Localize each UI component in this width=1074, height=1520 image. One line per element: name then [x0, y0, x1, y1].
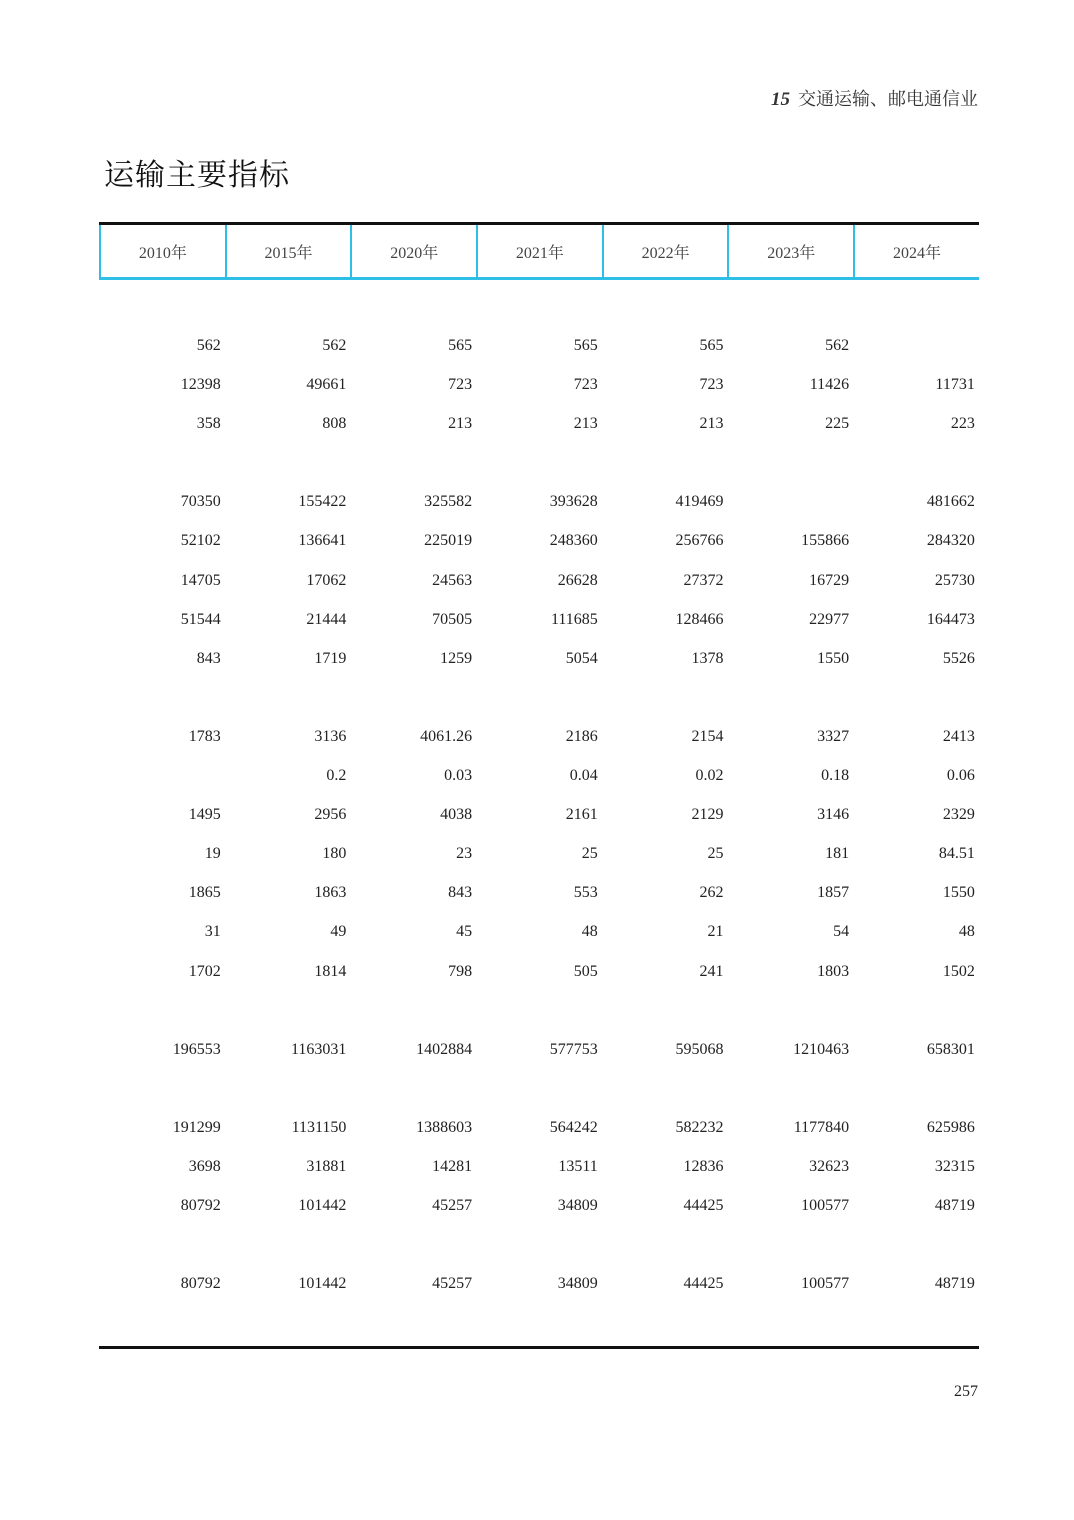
table-cell: 0.2: [326, 767, 347, 785]
table-cell: 481662: [926, 493, 975, 511]
table-cell: 180: [322, 845, 347, 863]
table-row: [99, 756, 979, 795]
table-cell: 44425: [683, 1275, 724, 1293]
table-cell: 1388603: [416, 1118, 473, 1136]
table-cell: 32315: [934, 1157, 975, 1175]
table-row: [99, 521, 979, 560]
table-row: [99, 952, 979, 991]
table-cell: 52102: [180, 532, 221, 550]
table-cell: 1378: [691, 649, 724, 667]
table-cell: 111685: [550, 610, 598, 628]
table-cell: 101442: [298, 1197, 347, 1215]
table-cell: 213: [573, 415, 598, 433]
table-cell: 1502: [942, 962, 975, 980]
table-cell: 0.06: [946, 767, 975, 785]
table-cell: 1702: [188, 962, 221, 980]
chapter-number: 15: [771, 89, 790, 110]
table-cell: 16729: [809, 571, 850, 589]
table-cell: 17062: [306, 571, 347, 589]
table-cell: 1495: [188, 806, 221, 824]
table-cell: 565: [448, 337, 473, 354]
table-cell: 1803: [817, 962, 850, 980]
table-cell: 658301: [926, 1040, 975, 1058]
table-cell: 2329: [942, 806, 975, 824]
table-cell: 1163031: [290, 1040, 347, 1058]
table-cell: 3136: [314, 727, 347, 745]
table-cell: 564242: [549, 1118, 598, 1136]
table-cell: 3327: [817, 727, 850, 745]
table-cell: 2129: [691, 806, 724, 824]
table-cell: 5054: [565, 649, 598, 667]
table-cell: 419469: [675, 493, 724, 511]
table-cell: 1857: [817, 884, 850, 902]
table-cell: 553: [573, 884, 598, 902]
chapter-title: 交通运输、邮电通信业: [798, 89, 978, 110]
table-cell: 3146: [817, 806, 850, 824]
table-cell: 798: [448, 962, 473, 980]
table-cell: 2956: [314, 806, 347, 824]
table-cell: 562: [322, 337, 347, 354]
table-cell: 595068: [675, 1040, 724, 1058]
table-row-spacer: [99, 443, 979, 482]
table-row: [99, 795, 979, 834]
table-cell: 2161: [565, 806, 598, 824]
table-cell: 1259: [440, 649, 473, 667]
table-header: [99, 225, 979, 280]
table-cell: 248360: [549, 532, 598, 550]
table-cell: 562: [196, 337, 221, 354]
table-cell: 582232: [675, 1118, 724, 1136]
table-cell: 213: [699, 415, 724, 433]
table-cell: 100577: [801, 1197, 850, 1215]
table-bottom-rule: [99, 1346, 979, 1349]
table-cell: 12398: [180, 376, 221, 394]
table-cell: 0.03: [444, 767, 473, 785]
table-body: [99, 326, 979, 1303]
table-row: [99, 482, 979, 521]
table-row: [99, 1030, 979, 1069]
table-cell: 80792: [180, 1197, 221, 1215]
table-cell: 31: [204, 923, 221, 941]
table-row: [99, 561, 979, 600]
table-cell: [727, 482, 853, 521]
table-row-spacer: [99, 678, 979, 717]
table-cell: 625986: [926, 1118, 975, 1136]
table-cell: 565: [699, 337, 724, 354]
table-cell: 21: [707, 923, 724, 941]
table-cell: 808: [322, 415, 347, 433]
table-row-spacer: [99, 1225, 979, 1264]
table-cell: 128466: [675, 610, 724, 628]
table-cell: 45257: [432, 1275, 473, 1293]
table-cell: 4061.26: [420, 727, 473, 745]
table-cell: 0.18: [821, 767, 850, 785]
table-cell: 565: [573, 337, 598, 354]
table-cell: 1177840: [793, 1118, 850, 1136]
table-cell: [99, 756, 225, 795]
table-cell: 843: [448, 884, 473, 902]
column-header-2020: 2020年: [350, 225, 476, 277]
table-cell: 70350: [180, 493, 221, 511]
table-cell: 25: [581, 845, 598, 863]
table-cell: 44425: [683, 1197, 724, 1215]
table-cell: 48: [581, 923, 598, 941]
table-cell: 48: [958, 923, 975, 941]
table-cell: 48719: [934, 1197, 975, 1215]
table-cell: 1210463: [793, 1040, 850, 1058]
table-cell: 24563: [432, 571, 473, 589]
table-row: [99, 639, 979, 678]
table-row-spacer: [99, 991, 979, 1030]
table-cell: 2413: [942, 727, 975, 745]
table-row: [99, 912, 979, 951]
table-cell: 14705: [180, 571, 221, 589]
column-header-2010: 2010年: [99, 225, 225, 277]
table-cell: 241: [699, 962, 724, 980]
table-cell: 14281: [432, 1157, 473, 1175]
table-cell: 723: [448, 376, 473, 394]
table-cell: 358: [196, 415, 221, 433]
table-row: [99, 834, 979, 873]
table-cell: 223: [950, 415, 975, 433]
table-cell: 5526: [942, 649, 975, 667]
table-cell: 32623: [809, 1157, 850, 1175]
column-header-2021: 2021年: [476, 225, 602, 277]
table-cell: 49661: [306, 376, 347, 394]
table-cell: 256766: [675, 532, 724, 550]
table-cell: 1131150: [291, 1118, 347, 1136]
table-cell: 562: [825, 337, 850, 354]
table-cell: 19: [204, 845, 221, 863]
table-cell: 26628: [557, 571, 598, 589]
table-cell: 225019: [424, 532, 473, 550]
table-cell: 325582: [424, 493, 473, 511]
table-row: [99, 600, 979, 639]
table-cell: 13511: [558, 1157, 598, 1175]
table-cell: 191299: [172, 1118, 221, 1136]
table-cell: 70505: [432, 610, 473, 628]
table-row: [99, 1108, 979, 1147]
table-cell: 12836: [683, 1157, 724, 1175]
table-cell: 843: [196, 649, 221, 667]
running-head: [771, 85, 978, 111]
table-cell: 4038: [440, 806, 473, 824]
table-cell: 577753: [549, 1040, 598, 1058]
table-cell: 34809: [557, 1275, 598, 1293]
table-cell: 505: [573, 962, 598, 980]
table-cell: 22977: [809, 610, 850, 628]
column-header-2015: 2015年: [225, 225, 351, 277]
table-cell: 723: [573, 376, 598, 394]
table-cell: 27372: [683, 571, 724, 589]
table-cell: 3698: [188, 1157, 221, 1175]
column-header-2023: 2023年: [727, 225, 853, 277]
table-cell: 225: [825, 415, 850, 433]
table-cell: 45257: [432, 1197, 473, 1215]
table-cell: 1783: [188, 727, 221, 745]
table-cell: 31881: [306, 1157, 347, 1175]
table-cell: 136641: [298, 532, 347, 550]
table-cell: 1550: [817, 649, 850, 667]
table-cell: 0.04: [569, 767, 598, 785]
page-number: 257: [954, 1383, 978, 1400]
table-cell: [853, 326, 979, 365]
table-row: [99, 717, 979, 756]
table-cell: 196553: [172, 1040, 221, 1058]
column-header-2022: 2022年: [602, 225, 728, 277]
table-cell: 0.02: [695, 767, 724, 785]
table-cell: 723: [699, 376, 724, 394]
table-cell: 2186: [565, 727, 598, 745]
table-cell: 1550: [942, 884, 975, 902]
table-cell: 23: [456, 845, 473, 863]
table-row-spacer: [99, 1069, 979, 1108]
page-title: 运输主要指标: [104, 158, 290, 193]
table-cell: 1402884: [416, 1040, 473, 1058]
table-cell: 393628: [549, 493, 598, 511]
table-row: [99, 326, 979, 365]
table-cell: 51544: [180, 610, 221, 628]
table-cell: 1719: [314, 649, 347, 667]
table-cell: 181: [825, 845, 850, 863]
table-cell: 11426: [809, 376, 850, 394]
table-cell: 49: [330, 923, 347, 941]
table-cell: 34809: [557, 1197, 598, 1215]
table-cell: 80792: [180, 1275, 221, 1293]
table-cell: 284320: [926, 532, 975, 550]
table-row: [99, 1186, 979, 1225]
table-cell: 155422: [298, 493, 347, 511]
table-cell: 54: [833, 923, 850, 941]
table-cell: 213: [448, 415, 473, 433]
table-cell: 1865: [188, 884, 221, 902]
table-cell: 84.51: [938, 845, 975, 863]
table-row: [99, 1264, 979, 1303]
table-cell: 262: [699, 884, 724, 902]
table-cell: 11731: [935, 376, 975, 394]
table-row: [99, 1147, 979, 1186]
table-cell: 25: [707, 845, 724, 863]
table-cell: 25730: [934, 571, 975, 589]
column-header-2024: 2024年: [853, 225, 979, 277]
table-cell: 2154: [691, 727, 724, 745]
table-cell: 1863: [314, 884, 347, 902]
table-row: [99, 404, 979, 443]
table-cell: 48719: [934, 1275, 975, 1293]
table-cell: 101442: [298, 1275, 347, 1293]
table-cell: 155866: [801, 532, 850, 550]
table-cell: 1814: [314, 962, 347, 980]
table-cell: 21444: [306, 610, 347, 628]
table-cell: 45: [456, 923, 473, 941]
table-row: [99, 873, 979, 912]
table-cell: 164473: [926, 610, 975, 628]
table-cell: 100577: [801, 1275, 850, 1293]
table-row: [99, 365, 979, 404]
